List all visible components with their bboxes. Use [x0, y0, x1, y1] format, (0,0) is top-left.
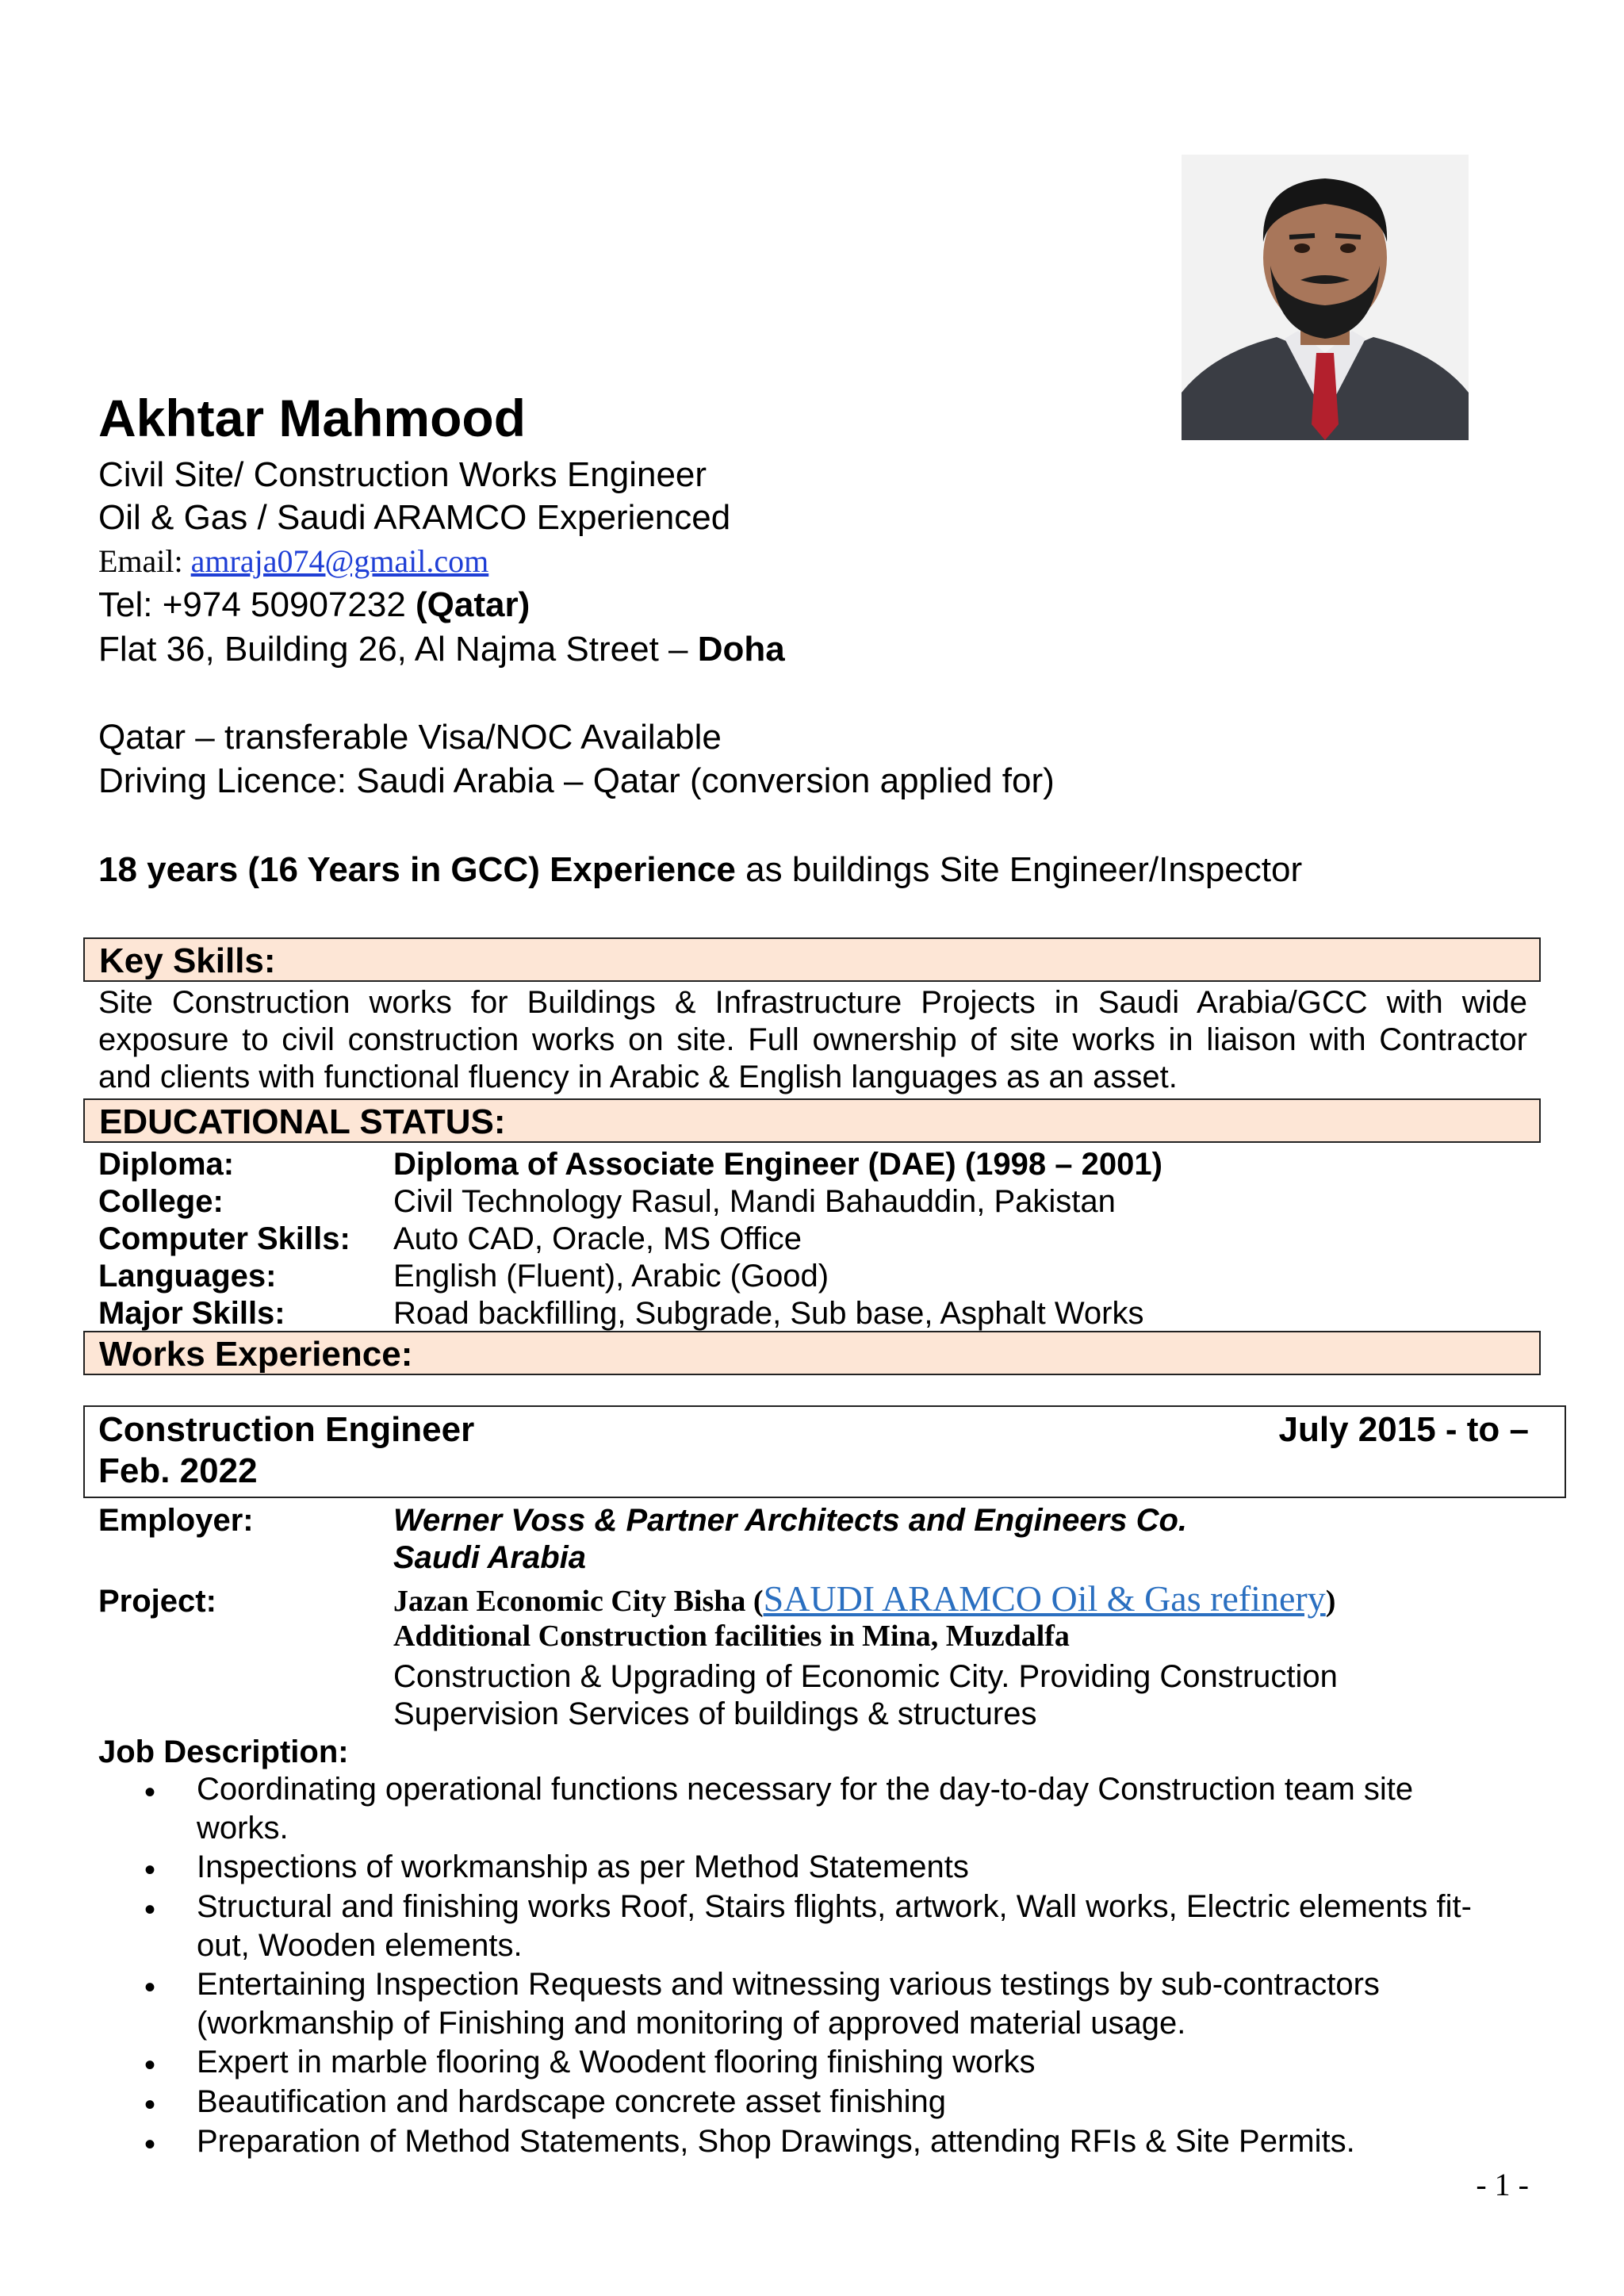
project-line-1 — [393, 1578, 1335, 1620]
email-line — [98, 543, 488, 580]
education-label-diploma: Diploma: — [98, 1147, 235, 1182]
job-duty-3-line-1: Structural and finishing works Roof, Stairs flights, artwork, Wall works, Electric elements fit- — [197, 1889, 1472, 1924]
project-label: Project: — [98, 1584, 216, 1619]
bullet-icon: • — [144, 1892, 156, 1927]
email-label: Email: — [98, 543, 183, 579]
experience-summary-rest: as buildings Site Engineer/Inspector — [745, 850, 1303, 889]
education-value-major-skills: Road backfilling, Subgrade, Sub base, Asphalt Works — [393, 1296, 1144, 1331]
project-name: Jazan Economic City Bisha ( — [393, 1585, 764, 1618]
job-duty-7: Preparation of Method Statements, Shop Drawings, attending RFIs & Site Permits. — [197, 2124, 1355, 2159]
page-number: - 1 - — [1476, 2167, 1529, 2202]
job-title-line-2: Oil & Gas / Saudi ARAMCO Experienced — [98, 498, 731, 537]
profile-photo — [1182, 155, 1469, 440]
address-line — [98, 630, 785, 670]
email-link[interactable]: amraja074@gmail.com — [190, 543, 489, 579]
job-duty-6: Beautification and hardscape concrete asset finishing — [197, 2084, 947, 2119]
job-duty-3-line-2: out, Wooden elements. — [197, 1928, 523, 1963]
key-skills-heading-box — [83, 937, 1541, 982]
job-dates: July 2015 - to – — [1278, 1410, 1529, 1449]
education-heading: EDUCATIONAL STATUS: — [99, 1102, 506, 1141]
education-label-college: College: — [98, 1184, 224, 1219]
education-label-computer-skills: Computer Skills: — [98, 1221, 350, 1256]
address-city: Doha — [697, 630, 785, 669]
works-experience-heading-box — [83, 1331, 1541, 1375]
education-value-diploma: Diploma of Associate Engineer (DAE) (1998 – 2001) — [393, 1147, 1162, 1182]
key-skills-heading: Key Skills: — [99, 941, 276, 980]
bullet-icon: • — [144, 2048, 156, 2083]
bullet-icon: • — [144, 1775, 156, 1810]
address-street: Flat 36, Building 26, Al Najma Street – — [98, 630, 688, 669]
experience-summary-bold: 18 years (16 Years in GCC) Experience — [98, 850, 736, 889]
education-heading-box — [83, 1098, 1541, 1143]
works-experience-heading: Works Experience: — [99, 1335, 413, 1374]
job-duty-5: Expert in marble flooring & Woodent flooring finishing works — [197, 2045, 1036, 2079]
education-label-major-skills: Major Skills: — [98, 1296, 285, 1331]
job-duty-4-line-2: (workmanship of Finishing and monitoring of approved material usage. — [197, 2006, 1186, 2041]
job-duty-1-line-1: Coordinating operational functions necessary for the day-to-day Construction team site — [197, 1772, 1414, 1807]
job-description-label: Job Description: — [98, 1734, 349, 1769]
driving-licence: Driving Licence: Saudi Arabia – Qatar (conversion applied for) — [98, 761, 1055, 800]
job-duty-4-line-1: Entertaining Inspection Requests and witnessing various testings by sub-contractors — [197, 1967, 1380, 2002]
key-skills-text-line-3: and clients with functional fluency in Arabic & English languages as an asset. — [98, 1060, 1178, 1094]
bullet-icon: • — [144, 2127, 156, 2162]
education-value-computer-skills: Auto CAD, Oracle, MS Office — [393, 1221, 802, 1256]
telephone-country: (Qatar) — [416, 585, 530, 624]
key-skills-text-line-2: exposure to civil construction works on site. Full ownership of site works in liaison with Contractor — [98, 1022, 1527, 1057]
job-title-line-1: Civil Site/ Construction Works Engineer — [98, 455, 707, 494]
job-duty-1-line-2: works. — [197, 1811, 289, 1846]
employer-name: Werner Voss & Partner Architects and Engineers Co. — [393, 1503, 1188, 1538]
bullet-icon: • — [144, 2087, 156, 2122]
project-line-3: Construction & Upgrading of Economic City. Providing Construction — [393, 1659, 1338, 1694]
telephone-line — [98, 585, 530, 626]
education-value-languages: English (Fluent), Arabic (Good) — [393, 1259, 829, 1294]
project-aramco-link[interactable]: SAUDI ARAMCO Oil & Gas refinery — [763, 1578, 1326, 1619]
candidate-name: Akhtar Mahmood — [98, 389, 527, 447]
employer-label: Employer: — [98, 1503, 254, 1538]
job-duty-4 — [197, 1965, 1529, 2043]
bullet-icon: • — [144, 1970, 156, 2005]
job-dates-end: Feb. 2022 — [98, 1451, 258, 1490]
project-paren-close: ) — [1325, 1585, 1336, 1618]
bullet-icon: • — [144, 1853, 156, 1888]
visa-status: Qatar – transferable Visa/NOC Available — [98, 718, 722, 757]
job-title: Construction Engineer — [98, 1410, 475, 1449]
job-duty-3 — [197, 1888, 1529, 1965]
employer-country: Saudi Arabia — [393, 1540, 587, 1575]
key-skills-text-line-1: Site Construction works for Buildings & Infrastructure Projects in Saudi Arabia/GCC with wide — [98, 985, 1527, 1020]
telephone-number: Tel: +974 50907232 — [98, 585, 406, 624]
project-line-2: Additional Construction facilities in Mina, Muzdalfa — [393, 1619, 1070, 1653]
education-label-languages: Languages: — [98, 1259, 277, 1294]
experience-summary — [98, 850, 1302, 891]
job-duty-2: Inspections of workmanship as per Method Statements — [197, 1849, 969, 1884]
job-duty-1 — [197, 1770, 1529, 1848]
education-value-college: Civil Technology Rasul, Mandi Bahauddin, Pakistan — [393, 1184, 1116, 1219]
project-line-4: Supervision Services of buildings & structures — [393, 1696, 1037, 1731]
